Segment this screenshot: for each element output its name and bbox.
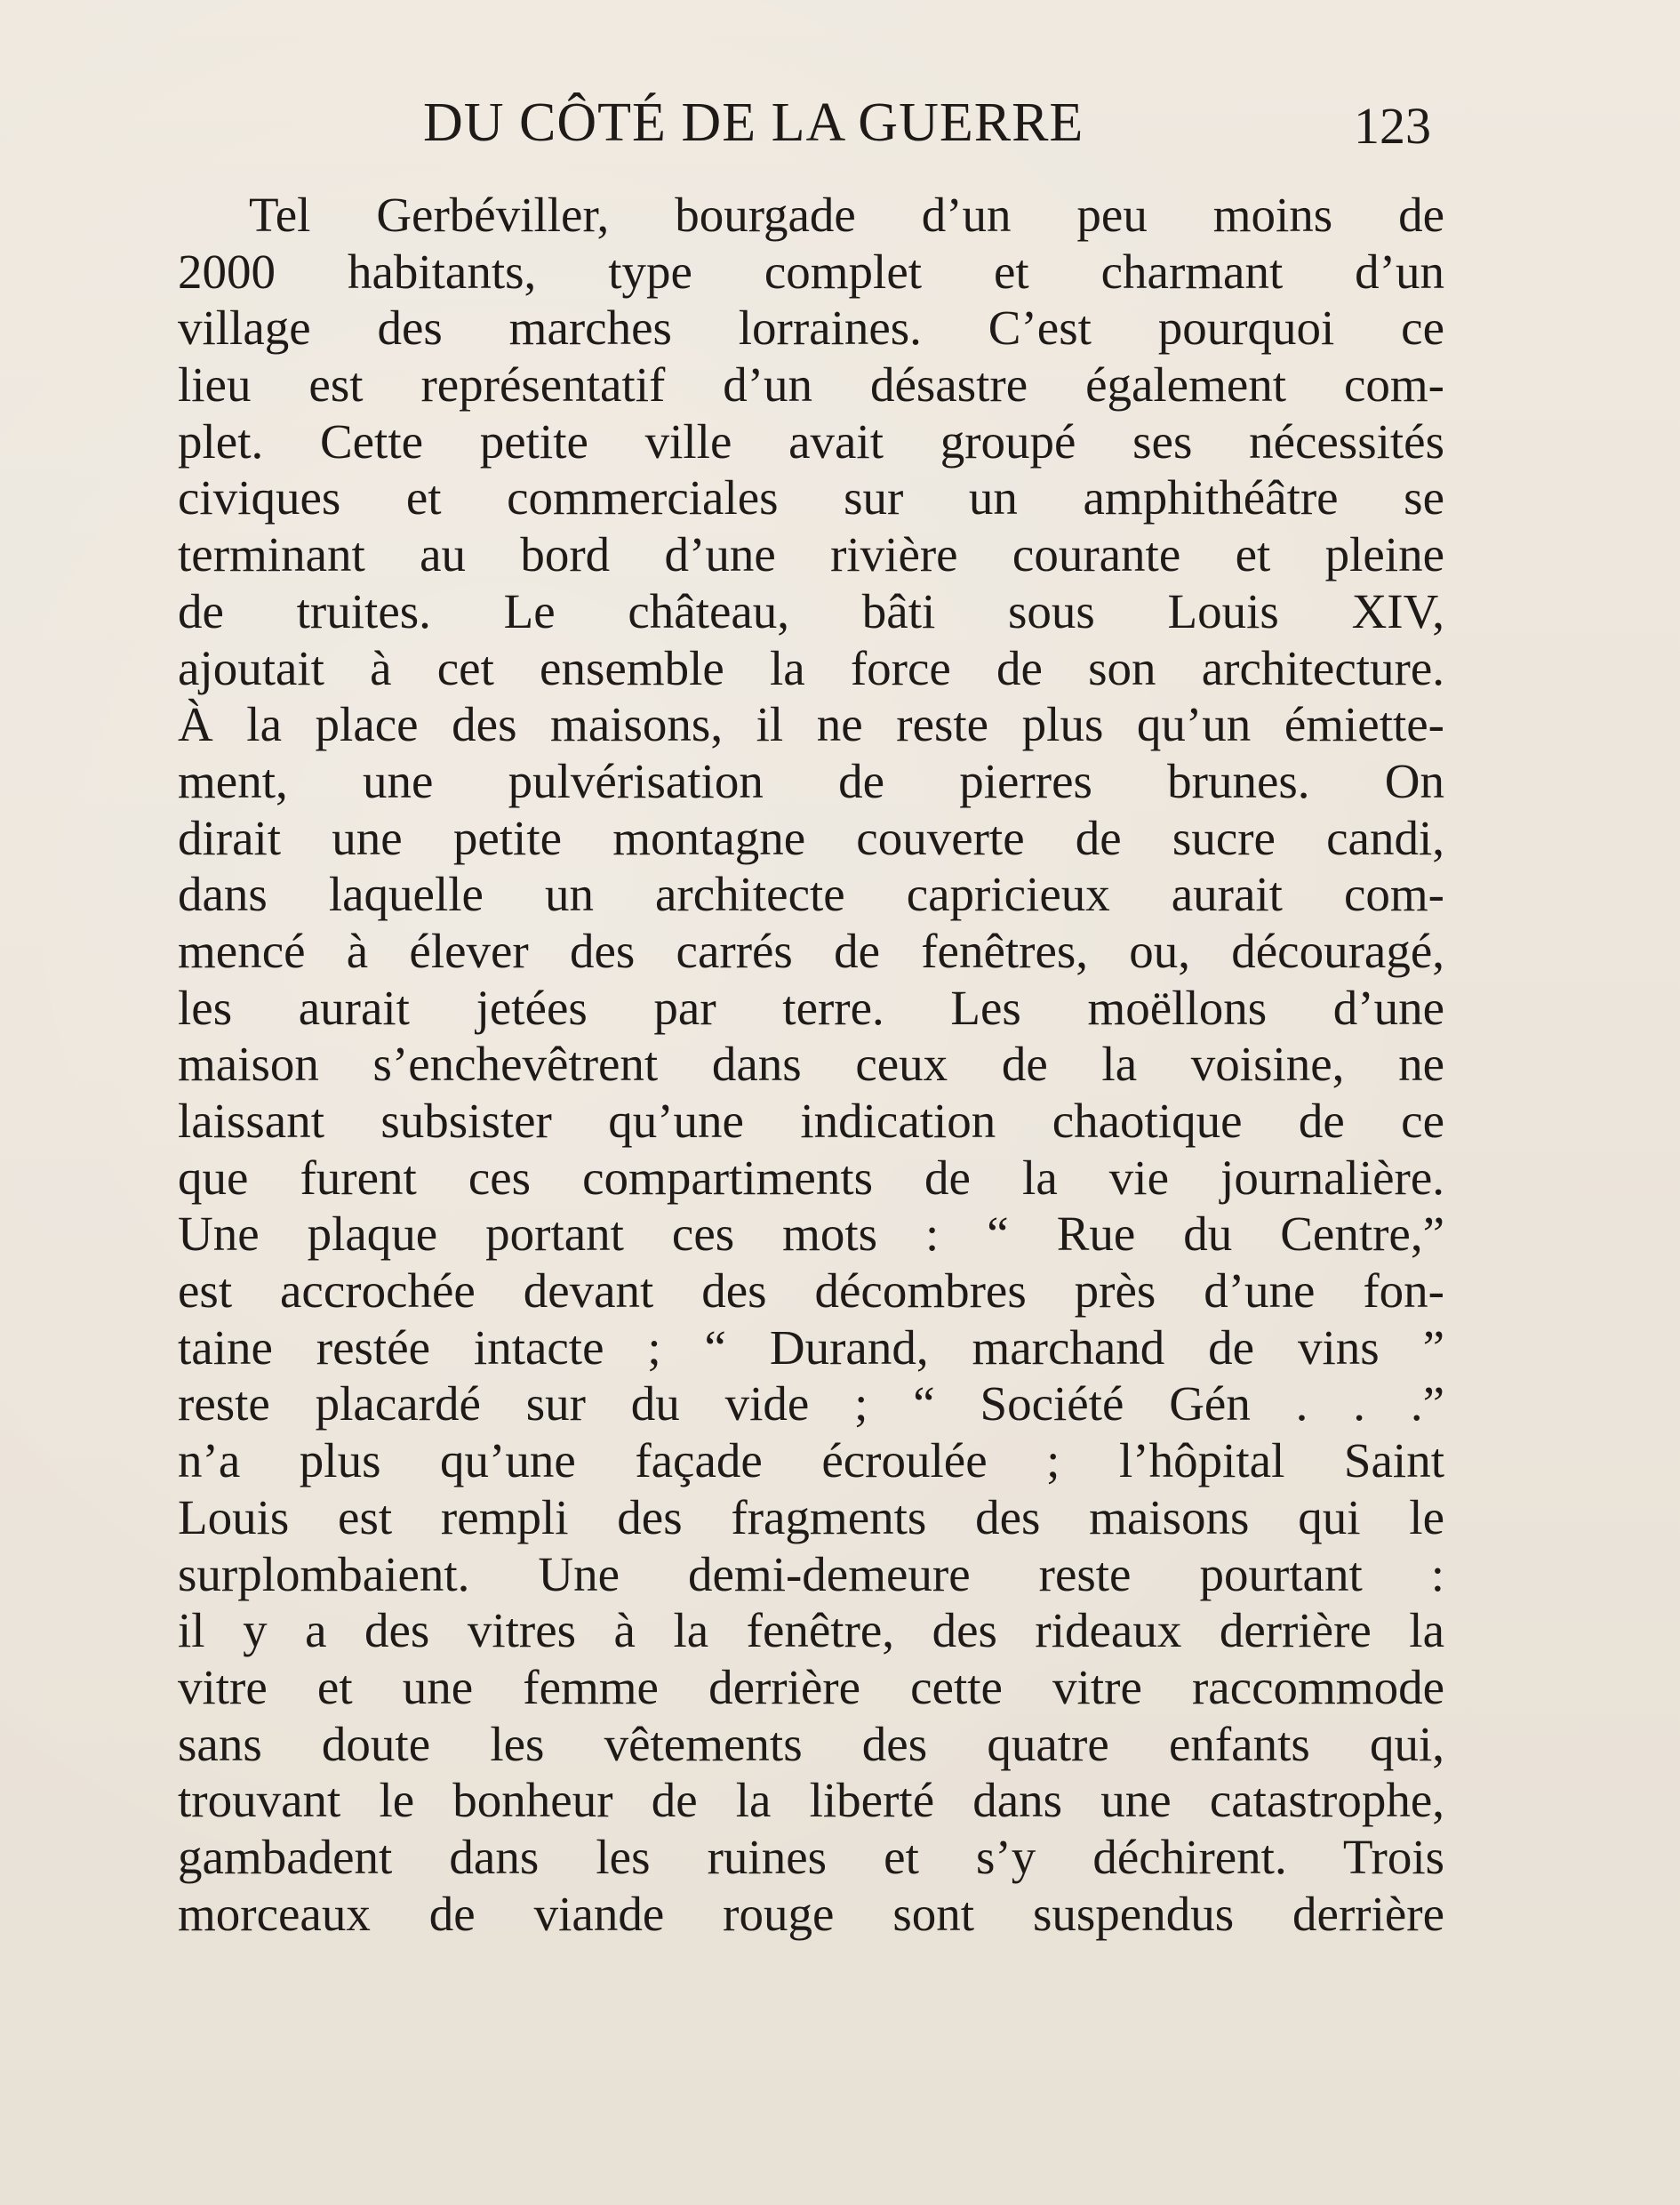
text-line: que furent ces compartiments de la vie journalière. xyxy=(178,1150,1444,1205)
text-line: ment, une pulvérisation de pierres brunes. On xyxy=(178,753,1444,808)
page-number: 123 xyxy=(1354,97,1431,155)
text-line: dans laquelle un architecte capricieux aurait com- xyxy=(178,867,1444,922)
text-line: Tel Gerbéviller, bourgade d’un peu moins de xyxy=(249,188,1444,242)
running-title: DU CÔTÉ DE LA GUERRE xyxy=(423,92,1084,153)
text-line: il y a des vitres à la fenêtre, des rideaux derrière la xyxy=(178,1603,1444,1658)
text-line: de truites. Le château, bâti sous Louis XIV, xyxy=(178,583,1444,638)
body-text xyxy=(178,187,1444,1942)
text-line: 2000 habitants, type complet et charmant d’un xyxy=(178,244,1444,299)
text-line: À la place des maisons, il ne reste plus qu’un émiette- xyxy=(178,697,1444,752)
text-line: sans doute les vêtements des quatre enfants qui, xyxy=(178,1716,1444,1771)
text-line: dirait une petite montagne couverte de sucre candi, xyxy=(178,810,1444,865)
text-line: ajoutait à cet ensemble la force de son architecture. xyxy=(178,640,1444,695)
text-line: Une plaque portant ces mots : “ Rue du Centre,” xyxy=(178,1207,1444,1262)
text-line: terminant au bord d’une rivière courante et pleine xyxy=(178,527,1444,582)
text-line: taine restée intacte ; “ Durand, marchand de vins ” xyxy=(178,1319,1444,1375)
text-line: plet. Cette petite ville avait groupé ses nécessités xyxy=(178,413,1444,469)
text-line: n’a plus qu’une façade écroulée ; l’hôpital Saint xyxy=(178,1433,1444,1488)
text-line: gambadent dans les ruines et s’y déchirent. Trois xyxy=(178,1829,1444,1884)
running-head xyxy=(178,87,1440,158)
text-line: laissant subsister qu’une indication chaotique de ce xyxy=(178,1094,1444,1148)
text-line: village des marches lorraines. C’est pourquoi ce xyxy=(178,301,1444,356)
text-line: lieu est représentatif d’un désastre également com- xyxy=(178,357,1444,413)
text-line: est accrochée devant des décombres près d’une fon- xyxy=(178,1263,1444,1319)
text-line: vitre et une femme derrière cette vitre raccommode xyxy=(178,1659,1444,1714)
text-line: surplombaient. Une demi-demeure reste pourtant : xyxy=(178,1546,1444,1601)
text-line: civiques et commerciales sur un amphithéâtre se xyxy=(178,470,1444,525)
text-line: Louis est rempli des fragments des maisons qui le xyxy=(178,1489,1444,1544)
text-line: reste placardé sur du vide ; “ Société Gén . . .” xyxy=(178,1376,1444,1431)
text-line: les aurait jetées par terre. Les moëllons d’une xyxy=(178,980,1444,1035)
text-line: mencé à élever des carrés de fenêtres, ou, découragé, xyxy=(178,923,1444,978)
text-line: maison s’enchevêtrent dans ceux de la voisine, ne xyxy=(178,1037,1444,1092)
text-line: trouvant le bonheur de la liberté dans une catastrophe, xyxy=(178,1773,1444,1828)
text-line: morceaux de viande rouge sont suspendus derrière xyxy=(178,1886,1444,1941)
